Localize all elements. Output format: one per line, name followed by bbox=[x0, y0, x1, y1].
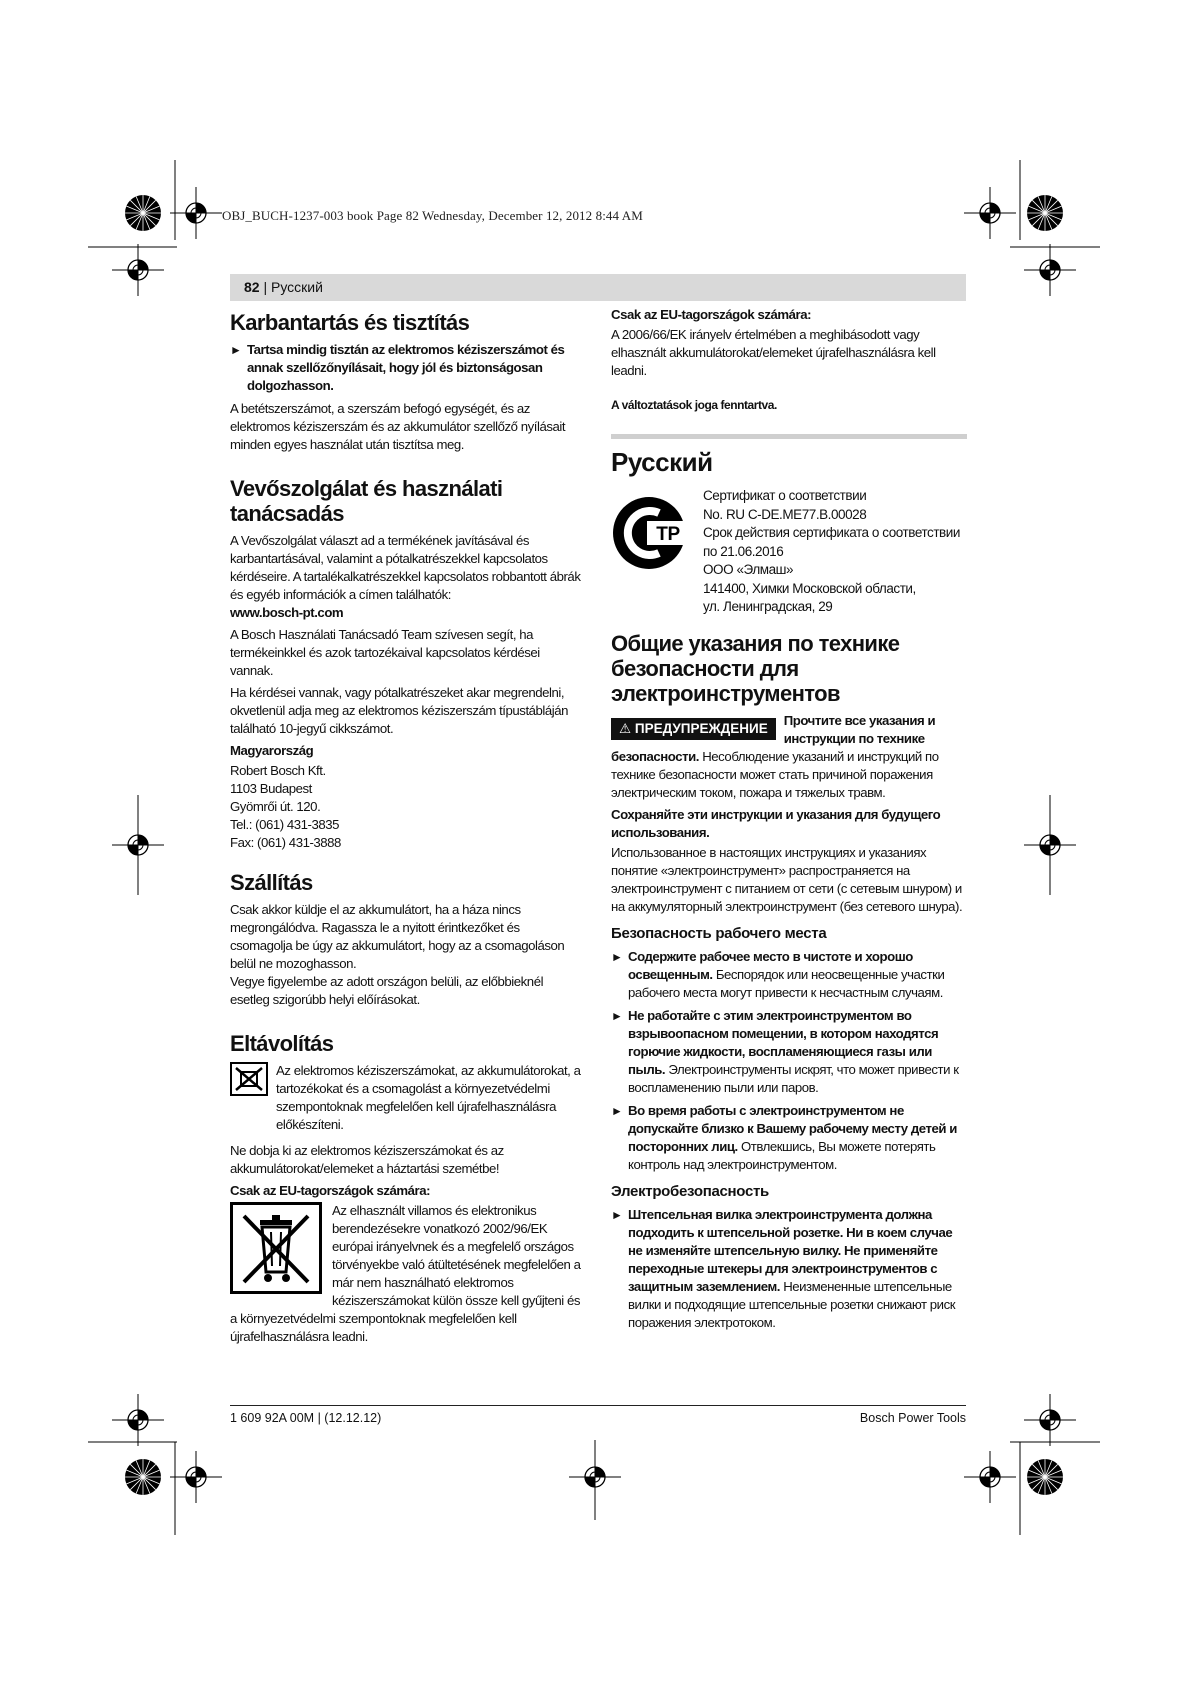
right-column bbox=[611, 306, 967, 1337]
registration-cross-icon bbox=[112, 1394, 164, 1446]
registration-cross-icon bbox=[964, 187, 1016, 239]
service-advice-text: A Bosch Használati Tanácsadó Team szívesen segít, ha termékeinkkel és azok tartozékaival kapcsolatos kérdései vannak. bbox=[230, 627, 540, 678]
page-header bbox=[230, 274, 966, 301]
certificate-lines: Сертификат о соответствии No. RU C-DE.ME77.B.00028 Срок действия сертификата о соответствии по 21.06.2016 ООО «Элмаш» 141400, Химки Московской области, ул. Ленинградская, 29 bbox=[703, 488, 960, 614]
service-url-link[interactable]: www.bosch-pt.com bbox=[230, 605, 344, 620]
heading-disposal: Eltávolítás bbox=[230, 1031, 334, 1056]
rights-reserved: A változtatások joga fenntartva. bbox=[611, 398, 777, 412]
country-name: Magyarország bbox=[230, 743, 314, 758]
service-text: A Vevőszolgálat választ ad a termékének javításával és karbantartásával, valamint a pótalkatrészekkel kapcsolatos kérdéseire. A tartalékalkatrészekkel kapcsolatos robbantott ábrák és egyéb információk a címen találhatók: www.bosch-pt.com bbox=[230, 533, 581, 620]
disposal-row bbox=[230, 1062, 583, 1138]
heading-safety: Общие указания по технике безопасности для электроинструментов bbox=[611, 630, 900, 706]
eu-battery-text: A 2006/66/EK irányelv értelmében a meghibásodott vagy elhasznált akkumulátorokat/elemeket újrafelhasználásra kell leadni. bbox=[611, 327, 936, 378]
registration-cross-icon bbox=[1024, 1394, 1076, 1446]
footer-doc-number: 1 609 92A 00M | (12.12.12) bbox=[230, 1411, 382, 1425]
section-rule bbox=[611, 434, 967, 439]
warning-text: Несоблюдение указаний и инструкций по технике безопасности может стать причиной поражения электрическим током, пожара и тяжелых травм. bbox=[611, 748, 939, 800]
registration-cross-icon bbox=[170, 1451, 222, 1503]
eu-heading-left: Csak az EU-tagországok számára: bbox=[230, 1183, 431, 1198]
warning-block bbox=[611, 712, 967, 802]
eu-heading-right: Csak az EU-tagországok számára: bbox=[611, 307, 812, 322]
warning-bold: Прочтите все указания и инструкции по технике безопасности. bbox=[611, 712, 936, 764]
arrow-bullet-icon: ► bbox=[611, 1207, 623, 1222]
registration-cross-icon bbox=[170, 187, 222, 239]
header-language: Русский bbox=[271, 279, 323, 295]
left-column bbox=[230, 306, 583, 1350]
header-separator: | bbox=[259, 279, 271, 295]
registration-star-icon bbox=[1027, 195, 1063, 231]
disposal-text: Az elektromos kéziszerszámokat, az akkumulátorokat, a tartozékokat és a csomagolást a környezetvédelmi szempontoknak megfelelően kell újrafelhasználásra előkészíteni. bbox=[276, 1063, 581, 1132]
crossed-bin-icon bbox=[230, 1202, 322, 1294]
heading-maintenance: Karbantartás és tisztítás bbox=[230, 310, 470, 335]
registration-cross-icon bbox=[1024, 244, 1076, 296]
arrow-bullet-icon: ► bbox=[611, 1008, 623, 1023]
logo-text: TP bbox=[656, 524, 680, 545]
registration-cross-icon bbox=[112, 244, 164, 296]
term-definition: Использованное в настоящих инструкциях и указаниях понятие «электроинструмент» распространяется на электроинструмент с питанием от сети (с сетевым шнуром) и на аккумуляторный электроинструмент (без сетевого шнура). bbox=[611, 844, 963, 914]
workplace-bullet-2: ► Не работайте с этим электроинструментом во взрывоопасном помещении, в котором находятся горючие жидкости, воспламеняющиеся газы или пыль. Электроинструменты искрят, что может привести к воспламенению пыли или паров. bbox=[611, 1007, 959, 1095]
recycle-symbol-icon bbox=[230, 1062, 268, 1096]
heading-electric: Электробезопасность bbox=[611, 1182, 769, 1200]
heading-transport: Szállítás bbox=[230, 870, 313, 895]
page-number: 82 bbox=[244, 279, 260, 295]
heading-workplace: Безопасность рабочего места bbox=[611, 924, 827, 942]
warning-badge: ⚠ ПРЕДУПРЕЖДЕНИЕ bbox=[611, 718, 776, 740]
registration-star-icon bbox=[125, 195, 161, 231]
workplace-bullet-3: ► Во время работы с электроинструментом не допускайте близко к Вашему рабочему месту детей и посторонних лиц. Отвлекшись, Вы можете потерять контроль над электроинструментом. bbox=[611, 1102, 957, 1172]
arrow-bullet-icon: ► bbox=[230, 343, 242, 357]
footer-brand: Bosch Power Tools bbox=[859, 1411, 966, 1425]
eac-tp-logo-icon bbox=[611, 493, 691, 573]
heading-russian: Русский bbox=[611, 447, 713, 477]
arrow-bullet-icon: ► bbox=[611, 949, 623, 964]
page-footer bbox=[230, 1405, 966, 1425]
keep-instructions: Сохраняйте эти инструкции и указания для будущего использования. bbox=[611, 806, 941, 840]
certificate-block bbox=[611, 487, 967, 617]
transport-text: Csak akkor küldje el az akkumulátort, ha a háza nincs megrongálódva. Ragassza le a nyitott érintkezőket és csomagolja be úgy az akkumulátort, hogy az a csomagoláson belül ne mozoghasson. Vegye figyelembe az adott országon belüli, az előbbieknél esetleg szigorúbb helyi előírásokat. bbox=[230, 902, 565, 1007]
service-order-text: Ha kérdései vannak, vagy pótalkatrészeket akar megrendelni, okvetlenül adja meg az elektromos kéziszerszám típustábláján található 10-jegyű cikkszámot. bbox=[230, 685, 569, 736]
registration-cross-icon bbox=[964, 1451, 1016, 1503]
address-block: Robert Bosch Kft. 1103 Budapest Gyömrői út. 120. Tel.: (061) 431-3835 Fax: (061) 431-3888 bbox=[230, 763, 341, 850]
registration-star-icon bbox=[1027, 1459, 1063, 1495]
maintenance-bullet: ► Tartsa mindig tisztán az elektromos kéziszerszámot és annak szellőzőnyílásait, hogy jól és biztonságosan dolgozhasson. bbox=[230, 342, 565, 393]
heading-service: Vevőszolgálat és használati tanácsadás bbox=[230, 476, 503, 526]
registration-star-icon bbox=[125, 1459, 161, 1495]
eu-disposal-text: Az elhasznált villamos és elektronikus berendezésekre vonatkozó 2002/96/EK európai irányelvnek és a megfelelő országos törvényekbe való átültetésének megfelelően a már nem használható elektromos kéziszerszámokat külön össze kell gyűjteni és a környezetvédelmi szempontoknak megfelelően kell újrafelhasználásra leadni. bbox=[230, 1203, 581, 1344]
electric-bullet-1: ► Штепсельная вилка электроинструмента должна подходить к штепсельной розетке. Ни в коем случае не изменяйте штепсельную вилку. Не применяйте переходные штекеры для электроинструментов с защитным заземлением. Неизмененные штепсельные вилки и подходящие штепсельные розетки снижают риск поражения электротоком. bbox=[611, 1206, 956, 1330]
disposal-warning: Ne dobja ki az elektromos kéziszerszámokat és az akkumulátorokat/elemeket a háztartási szemétbe! bbox=[230, 1143, 504, 1176]
eu-disposal-row bbox=[230, 1202, 583, 1350]
workplace-bullet-1: ► Содержите рабочее место в чистоте и хорошо освещенным. Беспорядок или неосвещенные участки рабочего места могут привести к несчастным случаям. bbox=[611, 948, 945, 1000]
arrow-bullet-icon: ► bbox=[611, 1103, 623, 1118]
print-slug: OBJ_BUCH-1237-003 book Page 82 Wednesday, December 12, 2012 8:44 AM bbox=[222, 208, 643, 223]
warning-triangle-icon: ⚠ bbox=[619, 720, 635, 736]
maintenance-text: A betétszerszámot, a szerszám befogó egységét, és az elektromos kéziszerszám és az akkumulátor szellőző nyílásait minden egyes használat után tisztítsa meg. bbox=[230, 401, 566, 452]
